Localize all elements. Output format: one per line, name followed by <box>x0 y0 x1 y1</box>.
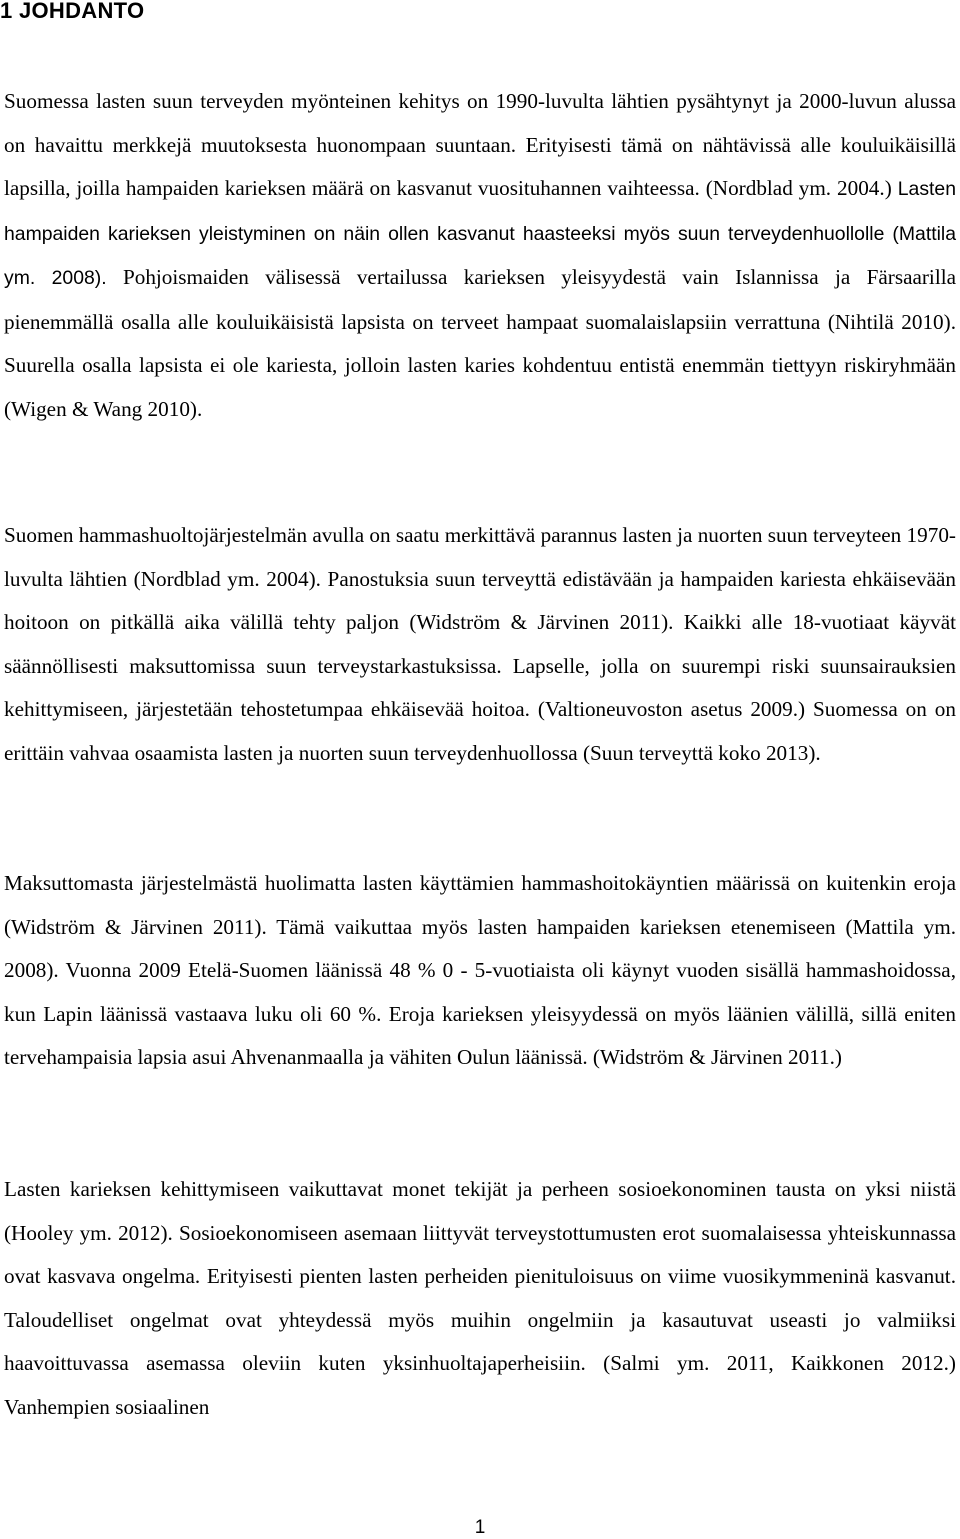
paragraph-1-serif-end: Pohjoismaiden välisessä vertailussa karieksen yleisyydestä vain Islannissa ja Färsaarilla pienemmällä osalla alle kouluikäisistä lapsista on terveet hampaat suomalaislapsiin verrattuna (Nihtilä 2010). Suurella osalla lapsista ei ole kariesta, jolloin lasten karies kohdentuu entistä enemmän tiettyyn riskiryhmään (Wigen & Wang 2010). <box>4 265 956 421</box>
paragraph-3: Maksuttomasta järjestelmästä huolimatta lasten käyttämien hammashoitokäyntien määrissä on kuitenkin eroja (Widström & Järvinen 2011). Tämä vaikuttaa myös lasten hampaiden karieksen etenemiseen (Mattila ym. 2008). Vuonna 2009 Etelä-Suomen läänissä 48 % 0 - 5-vuotiaista oli käynyt vuoden sisällä hammashoidossa, kun Lapin läänissä vastaava luku oli 60 %. Eroja karieksen yleisyydessä on myös läänien välillä, sillä eniten tervehampaisia lapsia asui Ahvenanmaalla ja vähiten Oulun läänissä. (Widström & Järvinen 2011.) <box>4 871 956 1069</box>
chapter-heading: 1 JOHDANTO <box>0 0 145 23</box>
paragraph-1-serif-start: Suomessa lasten suun terveyden myönteinen kehitys on 1990-luvulta lähtien pysähtynyt ja 2000-luvun alussa on havaittu merkkejä muutoksesta huonompaan suuntaan. Erityisesti tämä on nähtävissä alle kouluikäisillä lapsilla, joilla hampaiden karieksen määrä on kasvanut vuosituhannen vaihteessa. (Nordblad ym. 2004.) <box>4 89 956 200</box>
paragraph-2: Suomen hammashuoltojärjestelmän avulla on saatu merkittävä parannus lasten ja nuorten suun terveyteen 1970-luvulta lähtien (Nordblad ym. 2004). Panostuksia suun terveyttä edistävään ja hampaiden kariesta ehkäisevään hoitoon on pitkällä aika välillä tehty paljon (Widström & Järvinen 2011). Kaikki alle 18-vuotiaat käyvät säännöllisesti maksuttomissa suun terveystarkastuksissa. Lapselle, jolla on suurempi riski suunsairauksien kehittymiseen, järjestetään tehostetumpaa ehkäisevää hoitoa. (Valtioneuvoston asetus 2009.) Suomessa on on erittäin vahvaa osaamista lasten ja nuorten suun terveydenhuollossa (Suun terveyttä koko 2013). <box>4 523 956 765</box>
paragraph-1-sans-segment: Lasten hampaiden karieksen yleistyminen on näin ollen kasvanut haasteeksi myös suun terveydenhuollolle (Mattila ym. 2008). <box>4 178 956 289</box>
page-number: 1 <box>474 1517 486 1538</box>
paragraph-1 <box>4 80 956 431</box>
paragraph-4: Lasten karieksen kehittymiseen vaikuttavat monet tekijät ja perheen sosioekonominen tausta on yksi niistä (Hooley ym. 2012). Sosioekonomiseen asemaan liittyvät terveystottumusten erot suomalaisessa yhteiskunnassa ovat kasvava ongelma. Erityisesti pienten lasten perheiden pienituloisuus on viime vuosikymmeninä kasvanut. Taloudelliset ongelmat ovat yhteydessä myös muihin ongelmiin ja kasautuvat useasti jo valmiiksi haavoittuvassa asemassa oleviin kuten yksinhuoltajaperheisiin. (Salmi ym. 2011, Kaikkonen 2012.) Vanhempien sosiaalinen <box>4 1177 956 1419</box>
